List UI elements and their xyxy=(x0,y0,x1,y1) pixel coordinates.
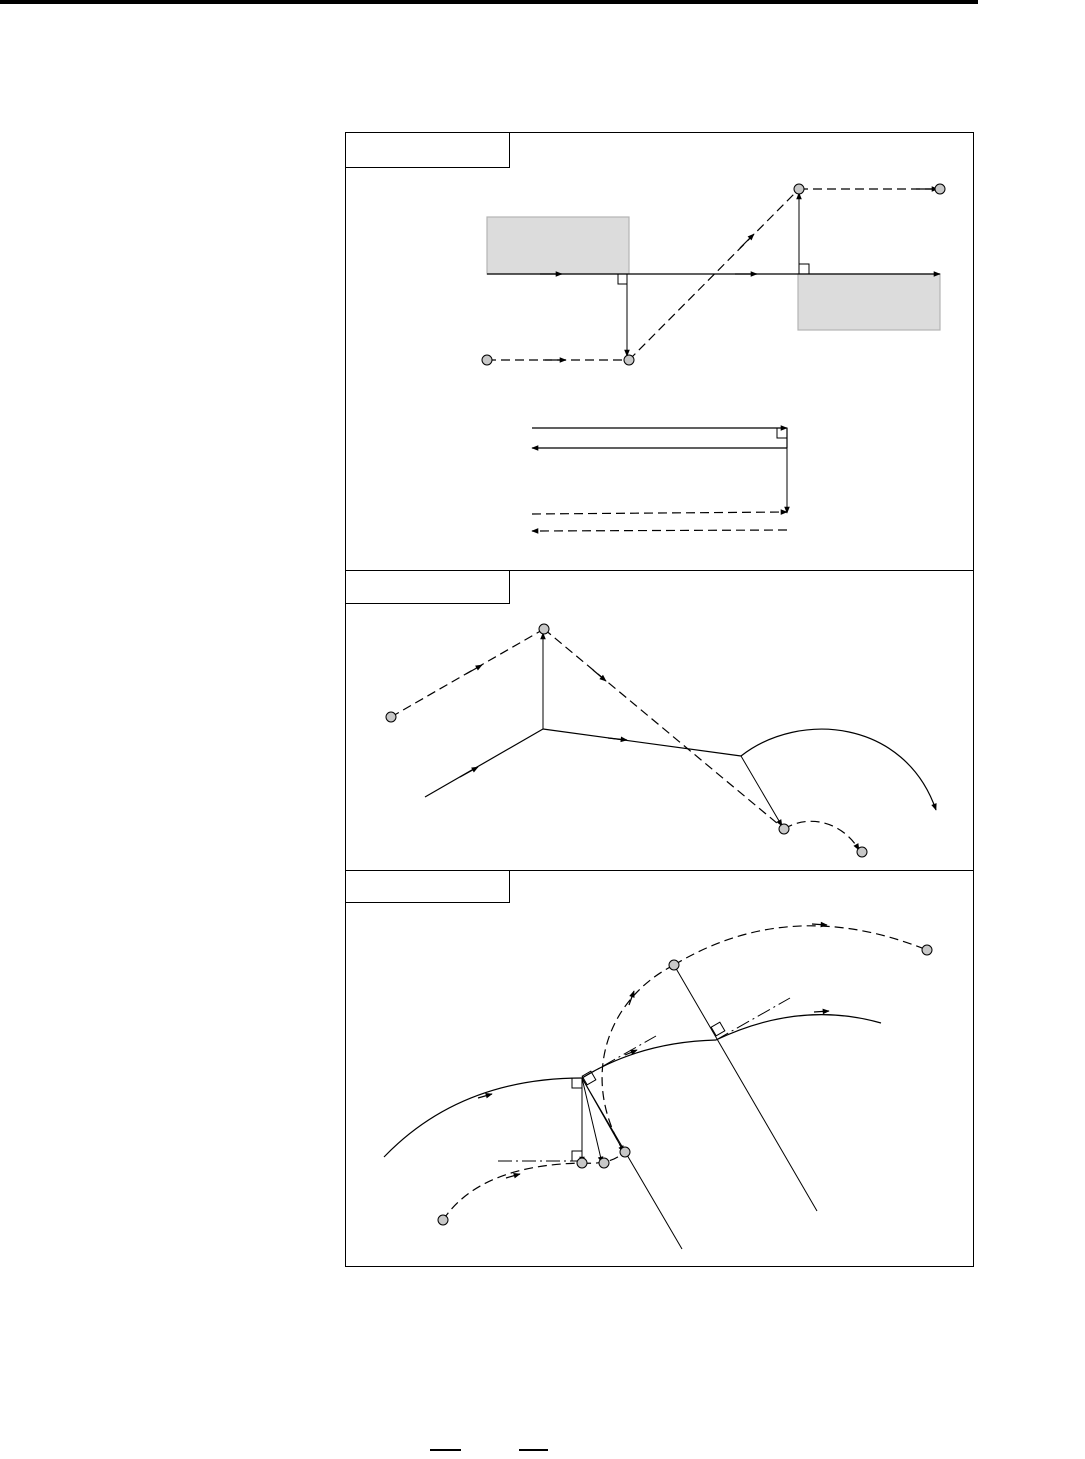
path-arrow xyxy=(506,1174,520,1178)
right-angle-mark xyxy=(777,428,787,438)
panel-3-diagram xyxy=(384,924,932,1249)
tool-center-path xyxy=(532,512,787,514)
path-arrow xyxy=(814,1011,829,1012)
right-angle-mark xyxy=(799,264,809,274)
right-angle-mark xyxy=(618,274,627,284)
offset-vector xyxy=(741,756,782,826)
panel-3-tag xyxy=(346,871,510,903)
right-angle-mark xyxy=(711,1022,725,1036)
programmed-arc xyxy=(582,1040,716,1078)
offset-vector xyxy=(582,1078,624,1152)
workpiece-block-left xyxy=(487,217,629,274)
panel-1-diagram xyxy=(482,184,945,531)
offset-vector xyxy=(582,1078,602,1163)
right-angle-mark xyxy=(572,1078,582,1088)
path-arrow xyxy=(629,991,634,1005)
programmed-path xyxy=(425,729,543,797)
tangent-line xyxy=(582,1036,656,1078)
tool-center-arc xyxy=(602,965,674,1152)
programmed-arc xyxy=(384,1078,582,1157)
programmed-arc xyxy=(716,1015,881,1040)
panel-1-tag xyxy=(346,133,510,168)
tool-center-path xyxy=(532,530,787,531)
panel-2-diagram xyxy=(386,624,936,857)
path-arrow xyxy=(460,767,478,777)
programmed-arc xyxy=(741,729,936,810)
tool-center-path xyxy=(544,629,784,829)
tool-center-arc xyxy=(674,926,927,965)
path-arrow xyxy=(593,670,606,681)
workpiece-block-right xyxy=(798,274,940,330)
panel-2-tag xyxy=(346,571,510,604)
radial-line xyxy=(674,965,817,1211)
tool-center-arc xyxy=(784,821,859,850)
tool-center-arc xyxy=(443,1163,582,1220)
programmed-path xyxy=(543,729,741,756)
path-arrow xyxy=(812,924,827,925)
path-arrow xyxy=(466,665,482,674)
path-arrow xyxy=(740,234,754,248)
